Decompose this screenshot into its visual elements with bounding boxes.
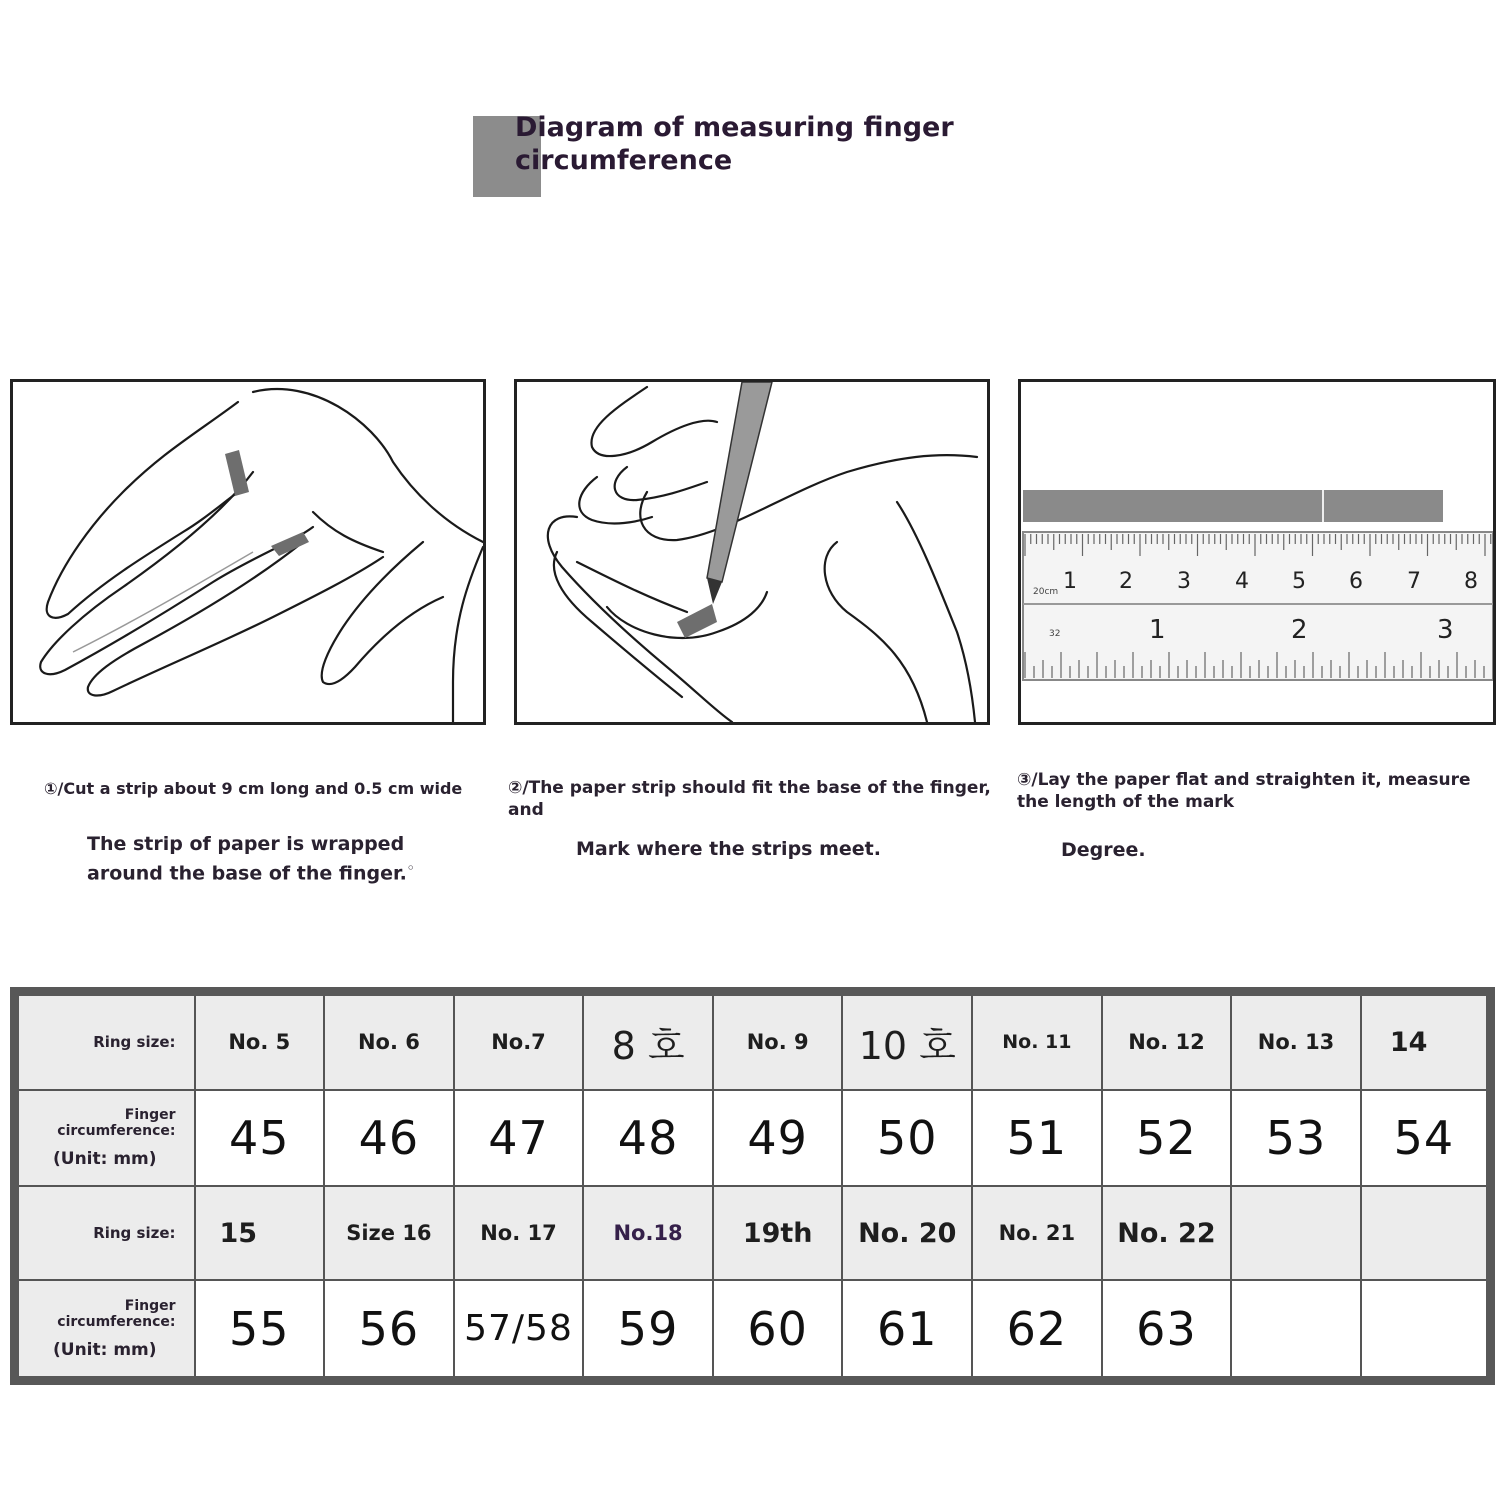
ruler-cm-label: 7 [1407, 569, 1421, 594]
circumference-cell: 59 [583, 1280, 713, 1380]
ring-size-table [10, 987, 1495, 1385]
hand-marking-illustration [517, 382, 987, 722]
ring-size-cell-empty [1361, 1186, 1491, 1280]
ruler-cm-label: 3 [1177, 569, 1191, 594]
circumference-cell: 60 [713, 1280, 843, 1380]
illustration-mark-strip [514, 379, 990, 725]
ruler-icon [1023, 532, 1493, 680]
ring-size-label: Ring size: [15, 992, 195, 1090]
circumference-row [15, 1280, 1491, 1380]
ring-size-cell: 15 [195, 1186, 325, 1280]
circumference-label: Finger circumference: (Unit: mm) [15, 1090, 195, 1186]
ruler-inch-unit: 32 [1049, 629, 1061, 639]
circumference-cell: 63 [1102, 1280, 1232, 1380]
step-3-caption: ③/Lay the paper flat and straighten it, measure the length of the mark [1017, 770, 1471, 812]
circumference-cell: 48 [583, 1090, 713, 1186]
ring-size-cell: No. 9 [713, 992, 843, 1090]
circumference-cell: 50 [842, 1090, 972, 1186]
step-1-caption: ①/Cut a strip about 9 cm long and 0.5 cm wide [44, 779, 463, 798]
ruler-inch-label: 1 [1149, 615, 1166, 645]
page-title: Diagram of measuring finger circumference [515, 112, 954, 176]
ruler-cm-unit: 20cm [1033, 587, 1059, 597]
ring-size-cell: Size 16 [324, 1186, 454, 1280]
circumference-cell: 52 [1102, 1090, 1232, 1186]
circumference-cell: 46 [324, 1090, 454, 1186]
step-1-detail-text: The strip of paper is wrapped around the base of the finger. [87, 833, 407, 885]
ruler-cm-label: 4 [1235, 569, 1249, 594]
ring-size-row [15, 1186, 1491, 1280]
ruler-cm-label: 2 [1119, 569, 1133, 594]
circumference-cell: 54 [1361, 1090, 1491, 1186]
circumference-cell: 47 [454, 1090, 584, 1186]
circumference-cell: 56 [324, 1280, 454, 1380]
illustration-measure-ruler [1018, 379, 1496, 725]
ring-size-cell: No. 22 [1102, 1186, 1232, 1280]
ruler-inch-label: 2 [1291, 615, 1308, 645]
circumference-cell-empty [1361, 1280, 1491, 1380]
step-1-detail-mark: ◦ [406, 861, 415, 875]
ruler-cm-label: 6 [1349, 569, 1363, 594]
step-2-caption: ②/The paper strip should fit the base of the finger, and [508, 778, 991, 820]
circumference-cell: 51 [972, 1090, 1102, 1186]
ring-size-cell: No. 13 [1231, 992, 1361, 1090]
ruler-cm-label: 8 [1464, 569, 1478, 594]
ruler-inch-label: 3 [1437, 615, 1454, 645]
ruler-cm-label: 1 [1063, 569, 1077, 594]
ring-size-row [15, 992, 1491, 1090]
step-1-detail [87, 832, 447, 885]
hand-with-strip-illustration [13, 382, 483, 722]
pencil-icon [707, 382, 772, 604]
ring-size-cell: 8 호 [583, 992, 713, 1090]
ring-size-cell: 10 호 [842, 992, 972, 1090]
circumference-cell: 57/58 [454, 1280, 584, 1380]
unit-label: (Unit: mm) [53, 1148, 157, 1169]
circumference-cell: 62 [972, 1280, 1102, 1380]
circumference-label: Finger circumference: (Unit: mm) [15, 1280, 195, 1380]
paper-strip-icon [225, 450, 309, 556]
ring-size-cell: No.7 [454, 992, 584, 1090]
ring-size-label: Ring size: [15, 1186, 195, 1280]
ring-size-cell: No. 21 [972, 1186, 1102, 1280]
title-block [473, 112, 1033, 198]
step-2-detail: Mark where the strips meet. [576, 838, 881, 860]
ring-size-cell: 14 [1361, 992, 1491, 1090]
ring-size-cell: No. 5 [195, 992, 325, 1090]
ring-size-cell-empty [1231, 1186, 1361, 1280]
circumference-cell-empty [1231, 1280, 1361, 1380]
ruler-illustration [1021, 382, 1493, 722]
illustration-wrap-strip [10, 379, 486, 725]
ring-size-cell: No. 20 [842, 1186, 972, 1280]
paper-strip-icon [1023, 490, 1443, 522]
circumference-cell: 55 [195, 1280, 325, 1380]
ring-size-cell: No. 11 [972, 992, 1102, 1090]
circumference-cell: 53 [1231, 1090, 1361, 1186]
ring-size-cell: 19th [713, 1186, 843, 1280]
step-3-detail: Degree. [1061, 839, 1146, 861]
ruler-cm-label: 5 [1292, 569, 1306, 594]
circumference-row [15, 1090, 1491, 1186]
ring-size-cell: No. 6 [324, 992, 454, 1090]
ring-size-cell: No. 12 [1102, 992, 1232, 1090]
unit-label: (Unit: mm) [53, 1339, 157, 1360]
circumference-cell: 61 [842, 1280, 972, 1380]
ring-size-cell: No. 17 [454, 1186, 584, 1280]
circumference-cell: 49 [713, 1090, 843, 1186]
circumference-cell: 45 [195, 1090, 325, 1186]
ring-size-cell: No.18 [583, 1186, 713, 1280]
